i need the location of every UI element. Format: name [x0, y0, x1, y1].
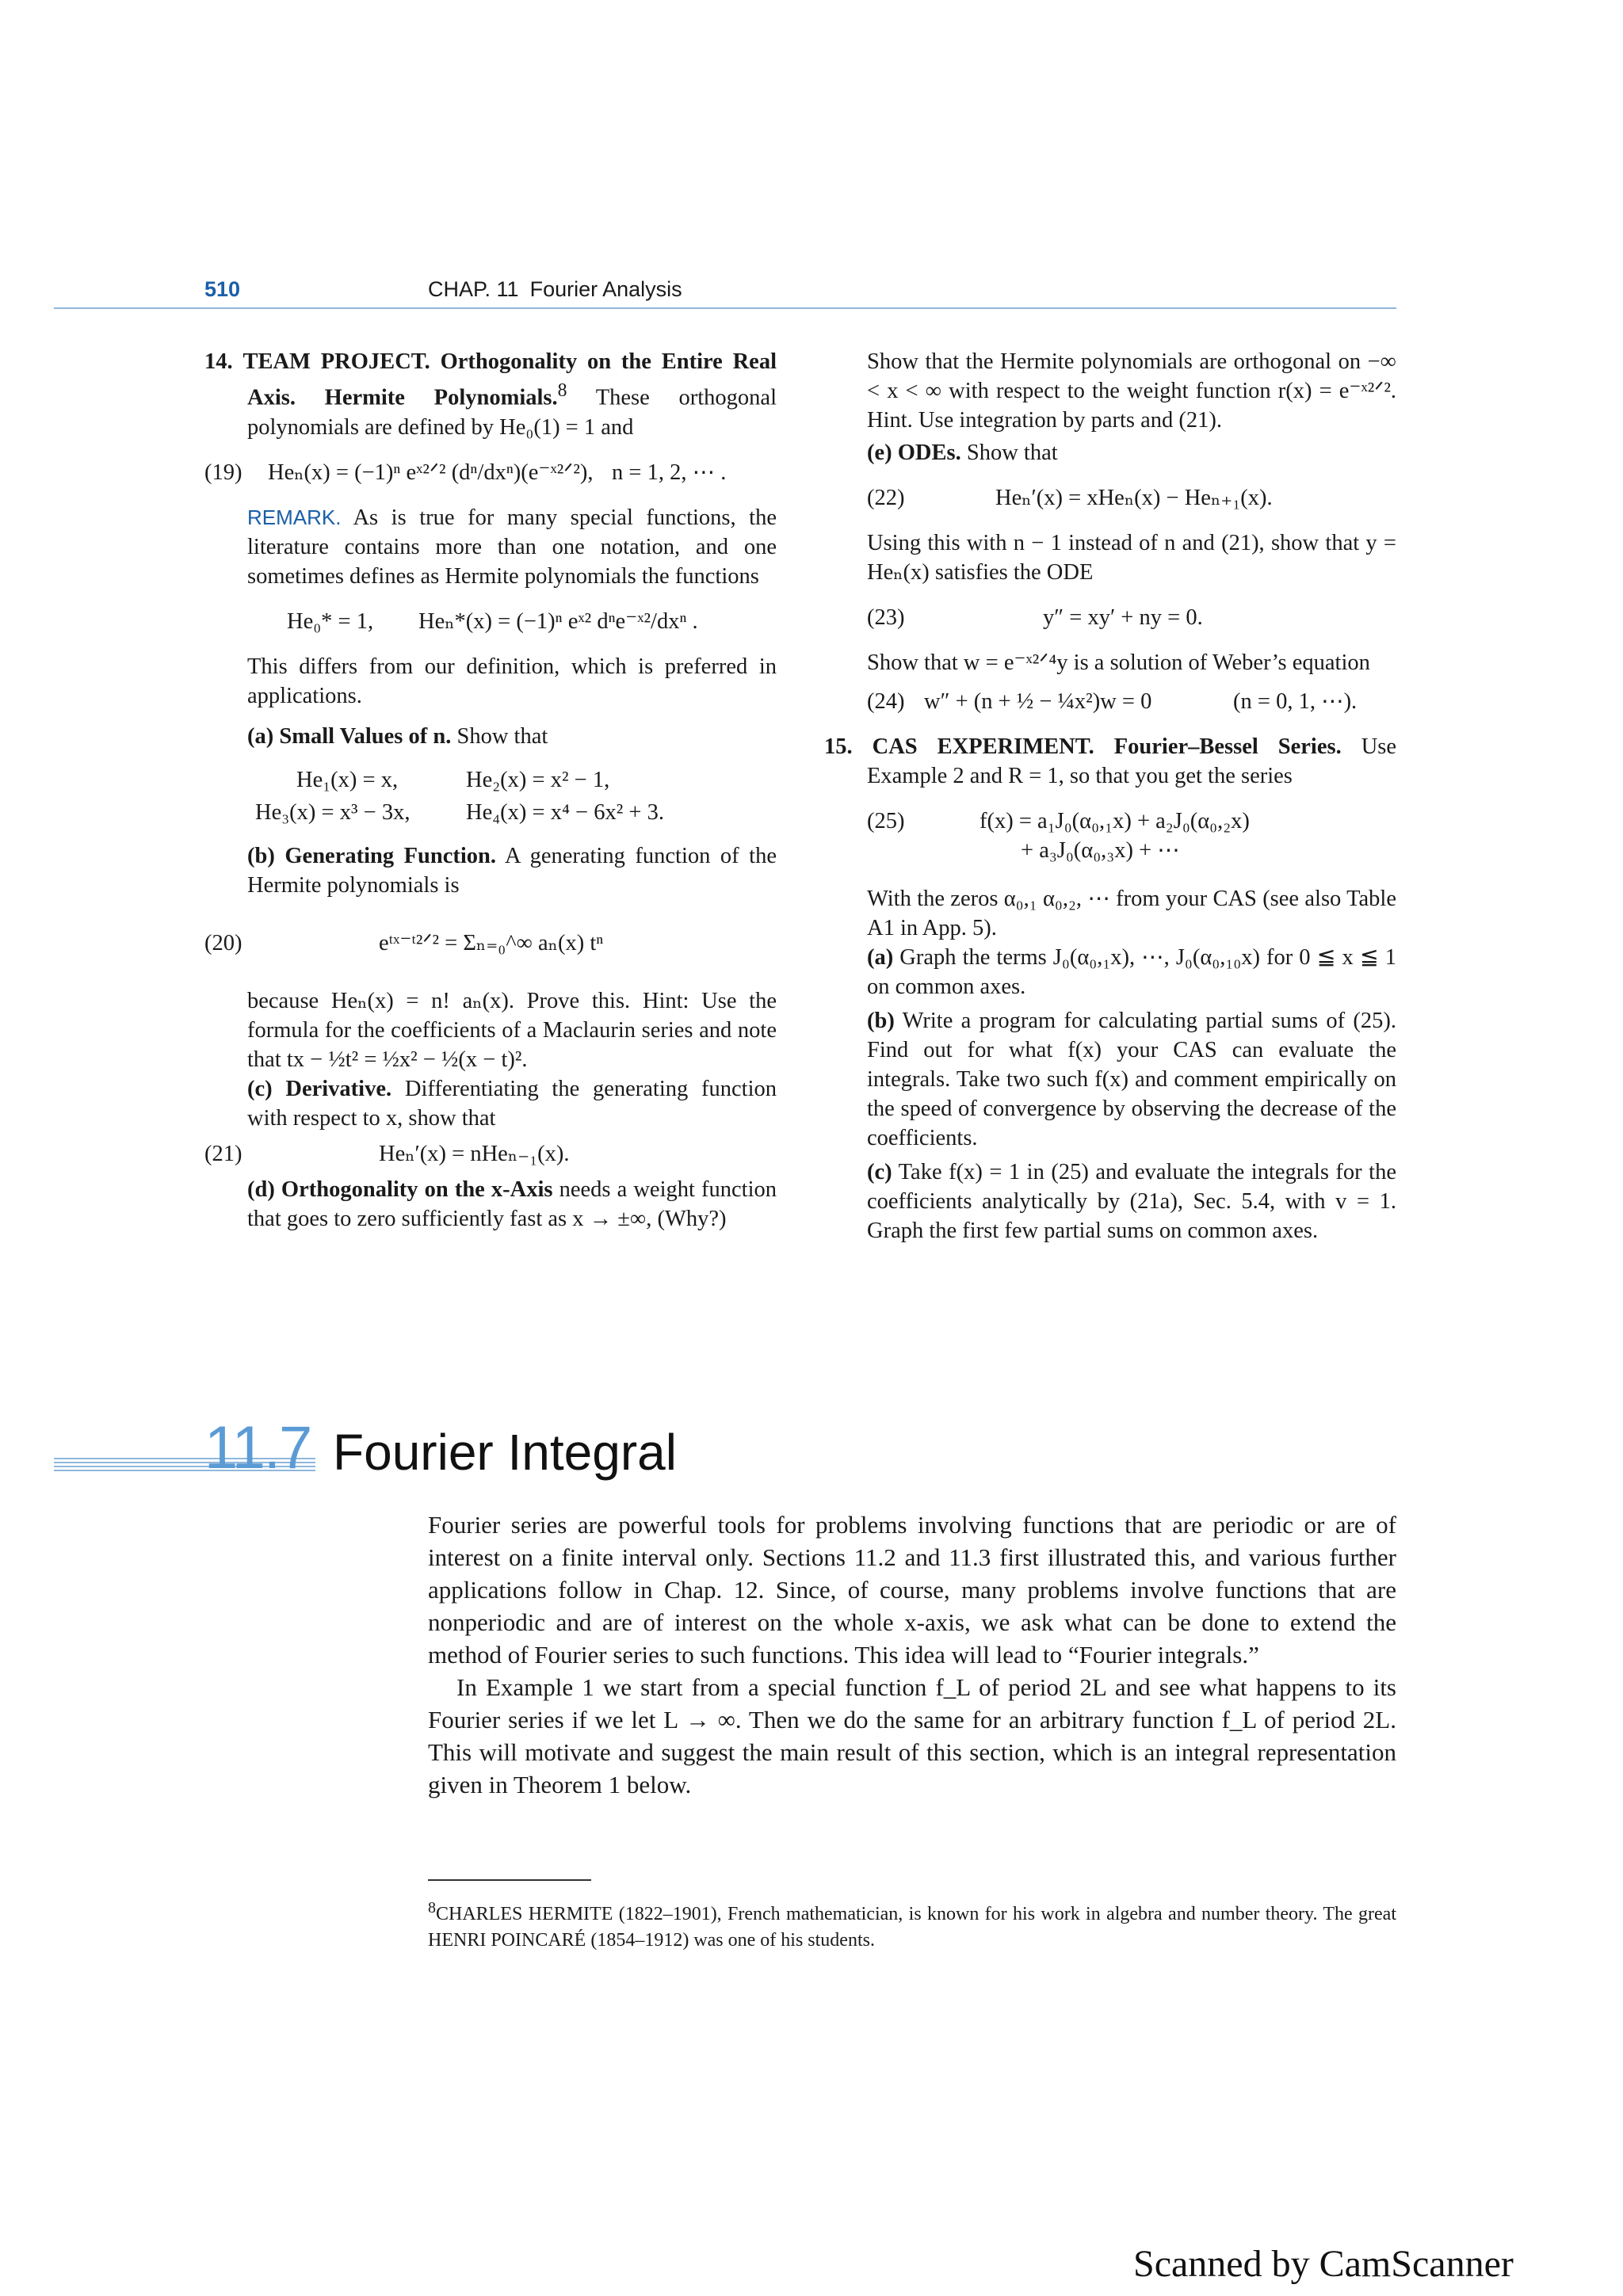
part-c-label: (c) Derivative. — [247, 1076, 392, 1101]
eq-number: (19) — [204, 460, 242, 485]
part-d-continued: Show that the Hermite polynomials are orthogonal on −∞ < x < ∞ with respect to the weight function r(x) = e⁻ˣ²ᐟ². Hint. Use integration by parts and (21). — [867, 349, 1396, 433]
part-b-text: Write a program for calculating partial sums of (25). Find out for what f(x) your CAS can evaluate the integrals. Take two such f(x) and comment empirically on the speed of convergence by observing the decrease of the coefficients. — [867, 1009, 1396, 1150]
part-c-text: Differentiating the generating function with respect to x, show that — [247, 1076, 777, 1131]
part-a-text: Show that — [456, 723, 548, 749]
eq-body: Heₙ(x) = (−1)ⁿ eˣ²ᐟ² (dⁿ/dxⁿ)(e⁻ˣ²ᐟ²), — [268, 460, 594, 485]
footnote-marker: 8 — [557, 380, 567, 401]
section-body — [428, 1508, 1396, 1801]
eq-range: n = 1, 2, ⋯ . — [612, 460, 727, 485]
part-e-text: Show that — [966, 441, 1058, 465]
footnote-rule — [428, 1879, 591, 1881]
hermite-values-row-1 — [204, 765, 777, 795]
alt-definition — [204, 607, 777, 636]
problem-14-title: TEAM PROJECT. Orthogonality on the Entire Real Axis. Hermite Polynomials. — [242, 349, 777, 410]
problem-15-intro-text: Use Example 2 and R = 1, so that you get the series — [867, 734, 1397, 788]
part-a-label: (a) — [867, 945, 894, 970]
problem-15-title: CAS EXPERIMENT. Fourier–Bessel Series. — [872, 734, 1342, 759]
equation-22 — [824, 483, 1396, 513]
differs-paragraph: This differs from our definition, which is preferred in applications. — [247, 654, 777, 708]
page-number: 510 — [204, 277, 241, 301]
scanner-watermark: Scanned by CamScanner — [1133, 2243, 1514, 2285]
alt-def-2: Heₙ*(x) = (−1)ⁿ eˣ² dⁿe⁻ˣ²/dxⁿ . — [418, 608, 698, 634]
header-rule — [54, 307, 1396, 309]
remark-paragraph — [204, 503, 777, 591]
eq-number: (22) — [867, 486, 905, 510]
running-header — [428, 277, 682, 302]
eq-body: w″ + (n + ½ − ¼x²)w = 0 — [924, 689, 1152, 714]
equation-23 — [824, 603, 1396, 632]
he4: He₄(x) = x⁴ − 6x² + 3. — [466, 799, 664, 825]
problem-15-number: 15. — [824, 734, 853, 759]
eq-number: (21) — [204, 1141, 242, 1166]
problem-15-part-b — [824, 1006, 1396, 1153]
remark-text: As is true for many special functions, the literature contains more than one notation, and one sometimes defines as Hermite polynomials the functions — [247, 505, 777, 589]
section-paragraph-1: Fourier series are powerful tools for problems involving functions that are periodic or are of interest on a finite interval only. Sections 11.2 and 11.3 first illustrated this, and various further applications follow in Chap. 12. Since, of course, many problems involve functions that are nonperiodic and are of interest on the whole x-axis, we ask what can be done to extend the method of Fourier series to such functions. This idea will lead to “Fourier integrals.” — [428, 1511, 1396, 1669]
problem-14-number: 14. — [204, 349, 233, 374]
part-a-text: Graph the terms J₀(α₀,₁x), ⋯, J₀(α₀,₁₀x) for 0 ≦ x ≦ 1 on common axes. — [867, 945, 1397, 999]
part-b-label: (b) — [867, 1009, 895, 1033]
problem-14-intro-text: These orthogonal polynomials are defined by He₀(1) = 1 and — [247, 385, 777, 440]
footnote-text: CHARLES HERMITE (1822–1901), French mathematician, is known for his work in algebra and number theory. The great HENRI POINCARÉ (1854–1912) was one of his students. — [428, 1904, 1396, 1951]
footnote — [428, 1895, 1396, 1954]
equation-25-cont — [824, 836, 1396, 865]
part-e-using: Using this with n − 1 instead of n and (21), show that y = Heₙ(x) satisfies the ODE — [867, 531, 1396, 585]
eq-range: (n = 0, 1, ⋯). — [1233, 689, 1358, 714]
part-c-text: Take f(x) = 1 in (25) and evaluate the integrals for the coefficients analytically by (21a), Sec. 5.4, with v = 1. Graph the first few partial sums on common axes. — [867, 1160, 1396, 1243]
equation-25 — [824, 807, 1396, 836]
part-e-label: (e) ODEs. — [867, 441, 961, 465]
eq-number: (23) — [867, 605, 905, 630]
part-c-label: (c) — [867, 1160, 892, 1184]
eq-number: (20) — [204, 930, 242, 955]
equation-24 — [824, 687, 1396, 716]
chapter-label: CHAP. 11 — [428, 277, 519, 301]
alt-def-1: He₀* = 1, — [287, 608, 374, 634]
part-b-because: because Heₙ(x) = n! aₙ(x). Prove this. Hint: Use the formula for the coefficients of a Maclaurin series and note that tx − ½t² = ½x² − ½(x − t)². — [247, 988, 777, 1072]
problem-15-intro — [824, 732, 1396, 791]
he3: He₃(x) = x³ − 3x, — [255, 799, 411, 825]
problem-15-part-c — [824, 1158, 1396, 1245]
eq-body: Heₙ′(x) = xHeₙ(x) − Heₙ₊₁(x). — [995, 486, 1273, 510]
equation-20 — [204, 929, 777, 958]
eq-number: (24) — [867, 689, 905, 714]
eq-number: (25) — [867, 809, 905, 833]
he2: He₂(x) = x² − 1, — [466, 767, 610, 792]
part-d — [204, 1175, 777, 1234]
part-c — [204, 1074, 777, 1133]
hermite-values-row-2 — [204, 798, 777, 827]
equation-21 — [204, 1139, 777, 1169]
problem-15-zeros: With the zeros α₀,₁ α₀,₂, ⋯ from your CAS (see also Table A1 in App. 5). — [867, 887, 1396, 940]
part-e — [824, 438, 1396, 467]
chapter-title: Fourier Analysis — [529, 277, 682, 301]
part-d-label: (d) Orthogonality on the x-Axis — [247, 1177, 553, 1202]
part-e-weber: Show that w = e⁻ˣ²ᐟ⁴y is a solution of Weber’s equation — [867, 650, 1370, 675]
section-title: Fourier Integral — [333, 1424, 677, 1481]
section-number: 11.7 — [204, 1414, 311, 1482]
problem-14-intro — [204, 347, 777, 442]
part-b — [204, 841, 777, 900]
equation-19 — [204, 458, 777, 487]
eq-body: Heₙ′(x) = nHeₙ₋₁(x). — [379, 1141, 570, 1166]
eq-body-line-1: f(x) = a₁J₀(α₀,₁x) + a₂J₀(α₀,₂x) — [980, 809, 1250, 833]
section-paragraph-2: In Example 1 we start from a special function f_L of period 2L and see what happens to its Fourier series if we let L → ∞. Then we do the same for an arbitrary function f_L of period 2L. This will motivate and suggest the main result of this section, which is an integral representation given in Theorem 1 below. — [428, 1673, 1396, 1798]
part-b-label: (b) Generating Function. — [247, 843, 497, 868]
part-d-text: needs a weight function that goes to zero sufficiently fast as x → ±∞, (Why?) — [247, 1177, 777, 1231]
he1: He₁(x) = x, — [296, 767, 399, 792]
left-column — [204, 347, 777, 1234]
problem-15-part-a — [824, 943, 1396, 1001]
footnote-mark: 8 — [428, 1899, 436, 1917]
right-column — [824, 347, 1396, 1245]
remark-label: REMARK. — [247, 505, 342, 529]
eq-body: eᵗˣ⁻ᵗ²ᐟ² = Σₙ₌₀^∞ aₙ(x) tⁿ — [379, 930, 604, 955]
part-b-text: A generating function of the Hermite polynomials is — [247, 843, 777, 898]
part-a-label: (a) Small Values of n. — [247, 723, 452, 749]
part-a — [204, 722, 777, 751]
eq-body-line-2: + a₃J₀(α₀,₃x) + ⋯ — [1021, 838, 1180, 863]
eq-body: y″ = xy′ + ny = 0. — [1043, 605, 1203, 630]
